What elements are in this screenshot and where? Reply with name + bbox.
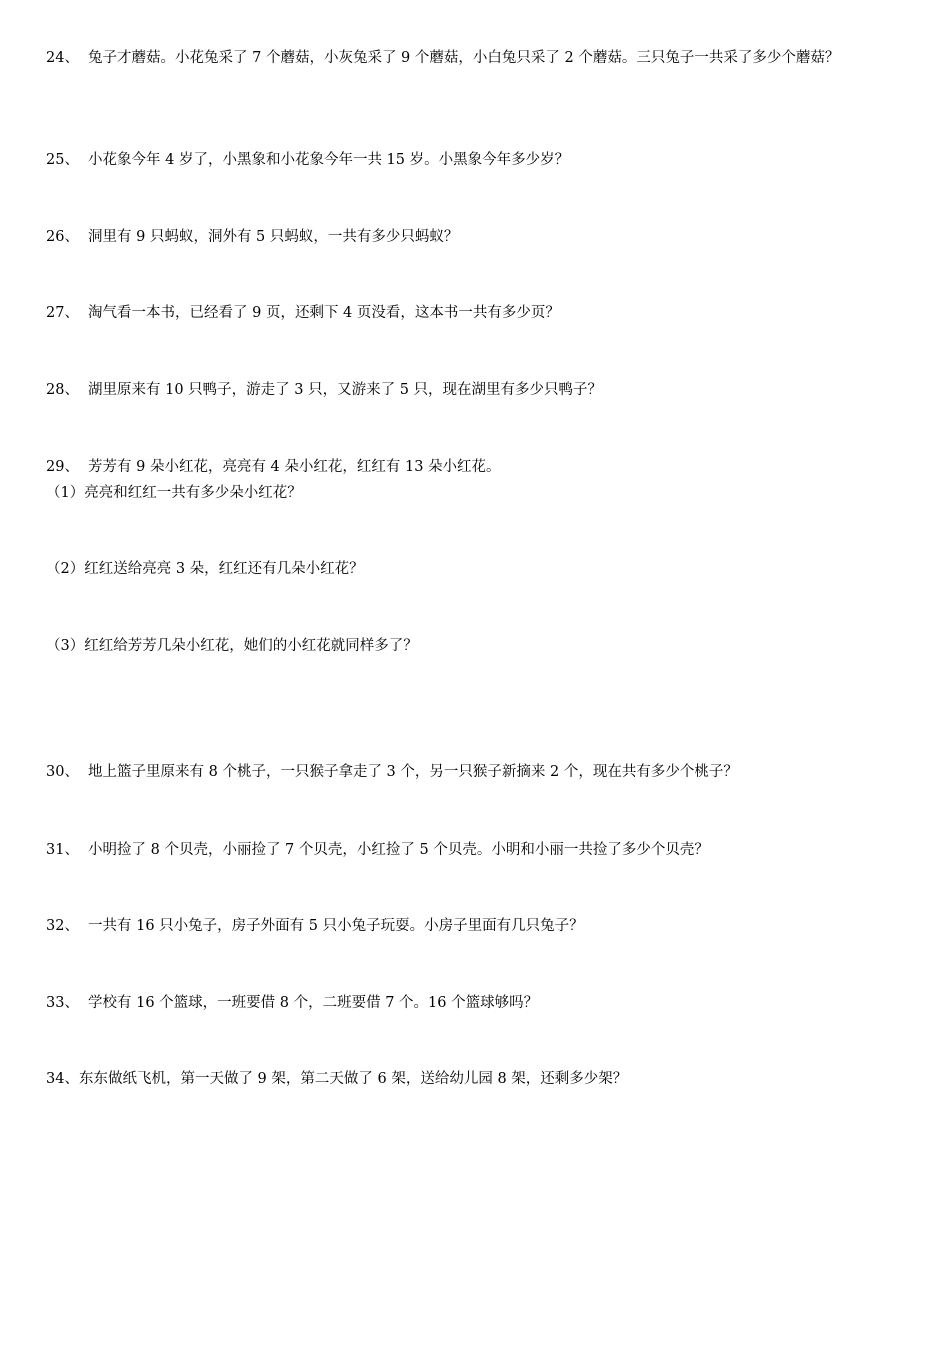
question-25 [46,148,908,173]
question-text: 淘气看一本书，已经看了 9 页，还剩下 4 页没看，这本书一共有多少页？ [88,305,560,321]
question-number: 25、 [46,152,79,168]
question-number: 32、 [46,918,79,934]
question-number: 26、 [46,229,79,245]
question-29-sub-1: （1）亮亮和红红一共有多少朵小红花？ [46,485,302,501]
question-text: 芳芳有 9 朵小红花，亮亮有 4 朵小红花，红红有 13 朵小红花。 [88,459,501,475]
question-28 [46,378,908,403]
question-29 [46,455,908,480]
question-text: 一共有 16 只小兔子，房子外面有 5 只小兔子玩耍。小房子里面有几只兔子？ [88,918,584,934]
question-30 [46,760,908,785]
question-text: 小明捡了 8 个贝壳，小丽捡了 7 个贝壳，小红捡了 5 个贝壳。小明和小丽一共捡了多少个贝壳？ [88,842,709,858]
question-text: 东东做纸飞机，第一天做了 9 架，第二天做了 6 架，送给幼儿园 8 架，还剩多少架？ [78,1071,628,1087]
question-number: 28、 [46,382,79,398]
question-number: 31、 [46,842,79,858]
question-text: 地上篮子里原来有 8 个桃子，一只猴子拿走了 3 个，另一只猴子新摘来 2 个，现在共有多少个桃子？ [88,764,738,780]
question-text: 洞里有 9 只蚂蚁，洞外有 5 只蚂蚁，一共有多少只蚂蚁？ [88,229,459,245]
question-number: 29、 [46,459,79,475]
question-29-sub-3: （3）红红给芳芳几朵小红花，她们的小红花就同样多了？ [46,638,418,654]
question-26 [46,225,908,250]
question-text: 兔子才蘑菇。小花兔采了 7 个蘑菇，小灰兔采了 9 个蘑菇，小白兔只采了 2 个蘑菇。三只兔子一共采了多少个蘑菇？ [88,50,840,66]
question-number: 30、 [46,764,79,780]
question-text: 小花象今年 4 岁了，小黑象和小花象今年一共 15 岁。小黑象今年多少岁？ [88,152,570,168]
question-text: 学校有 16 个篮球，一班要借 8 个，二班要借 7 个。16 个篮球够吗？ [88,995,539,1011]
question-32 [46,914,908,939]
question-24 [46,46,908,71]
question-number: 33、 [46,995,79,1011]
question-33 [46,991,908,1016]
question-27 [46,301,908,326]
question-34 [46,1067,908,1092]
question-number: 24、 [46,50,79,66]
question-number: 27、 [46,305,79,321]
question-text: 湖里原来有 10 只鸭子，游走了 3 只，又游来了 5 只，现在湖里有多少只鸭子？ [88,382,603,398]
question-29-sub-2: （2）红红送给亮亮 3 朵，红红还有几朵小红花？ [46,561,364,577]
question-31 [46,838,908,863]
question-number: 34、 [46,1071,79,1087]
